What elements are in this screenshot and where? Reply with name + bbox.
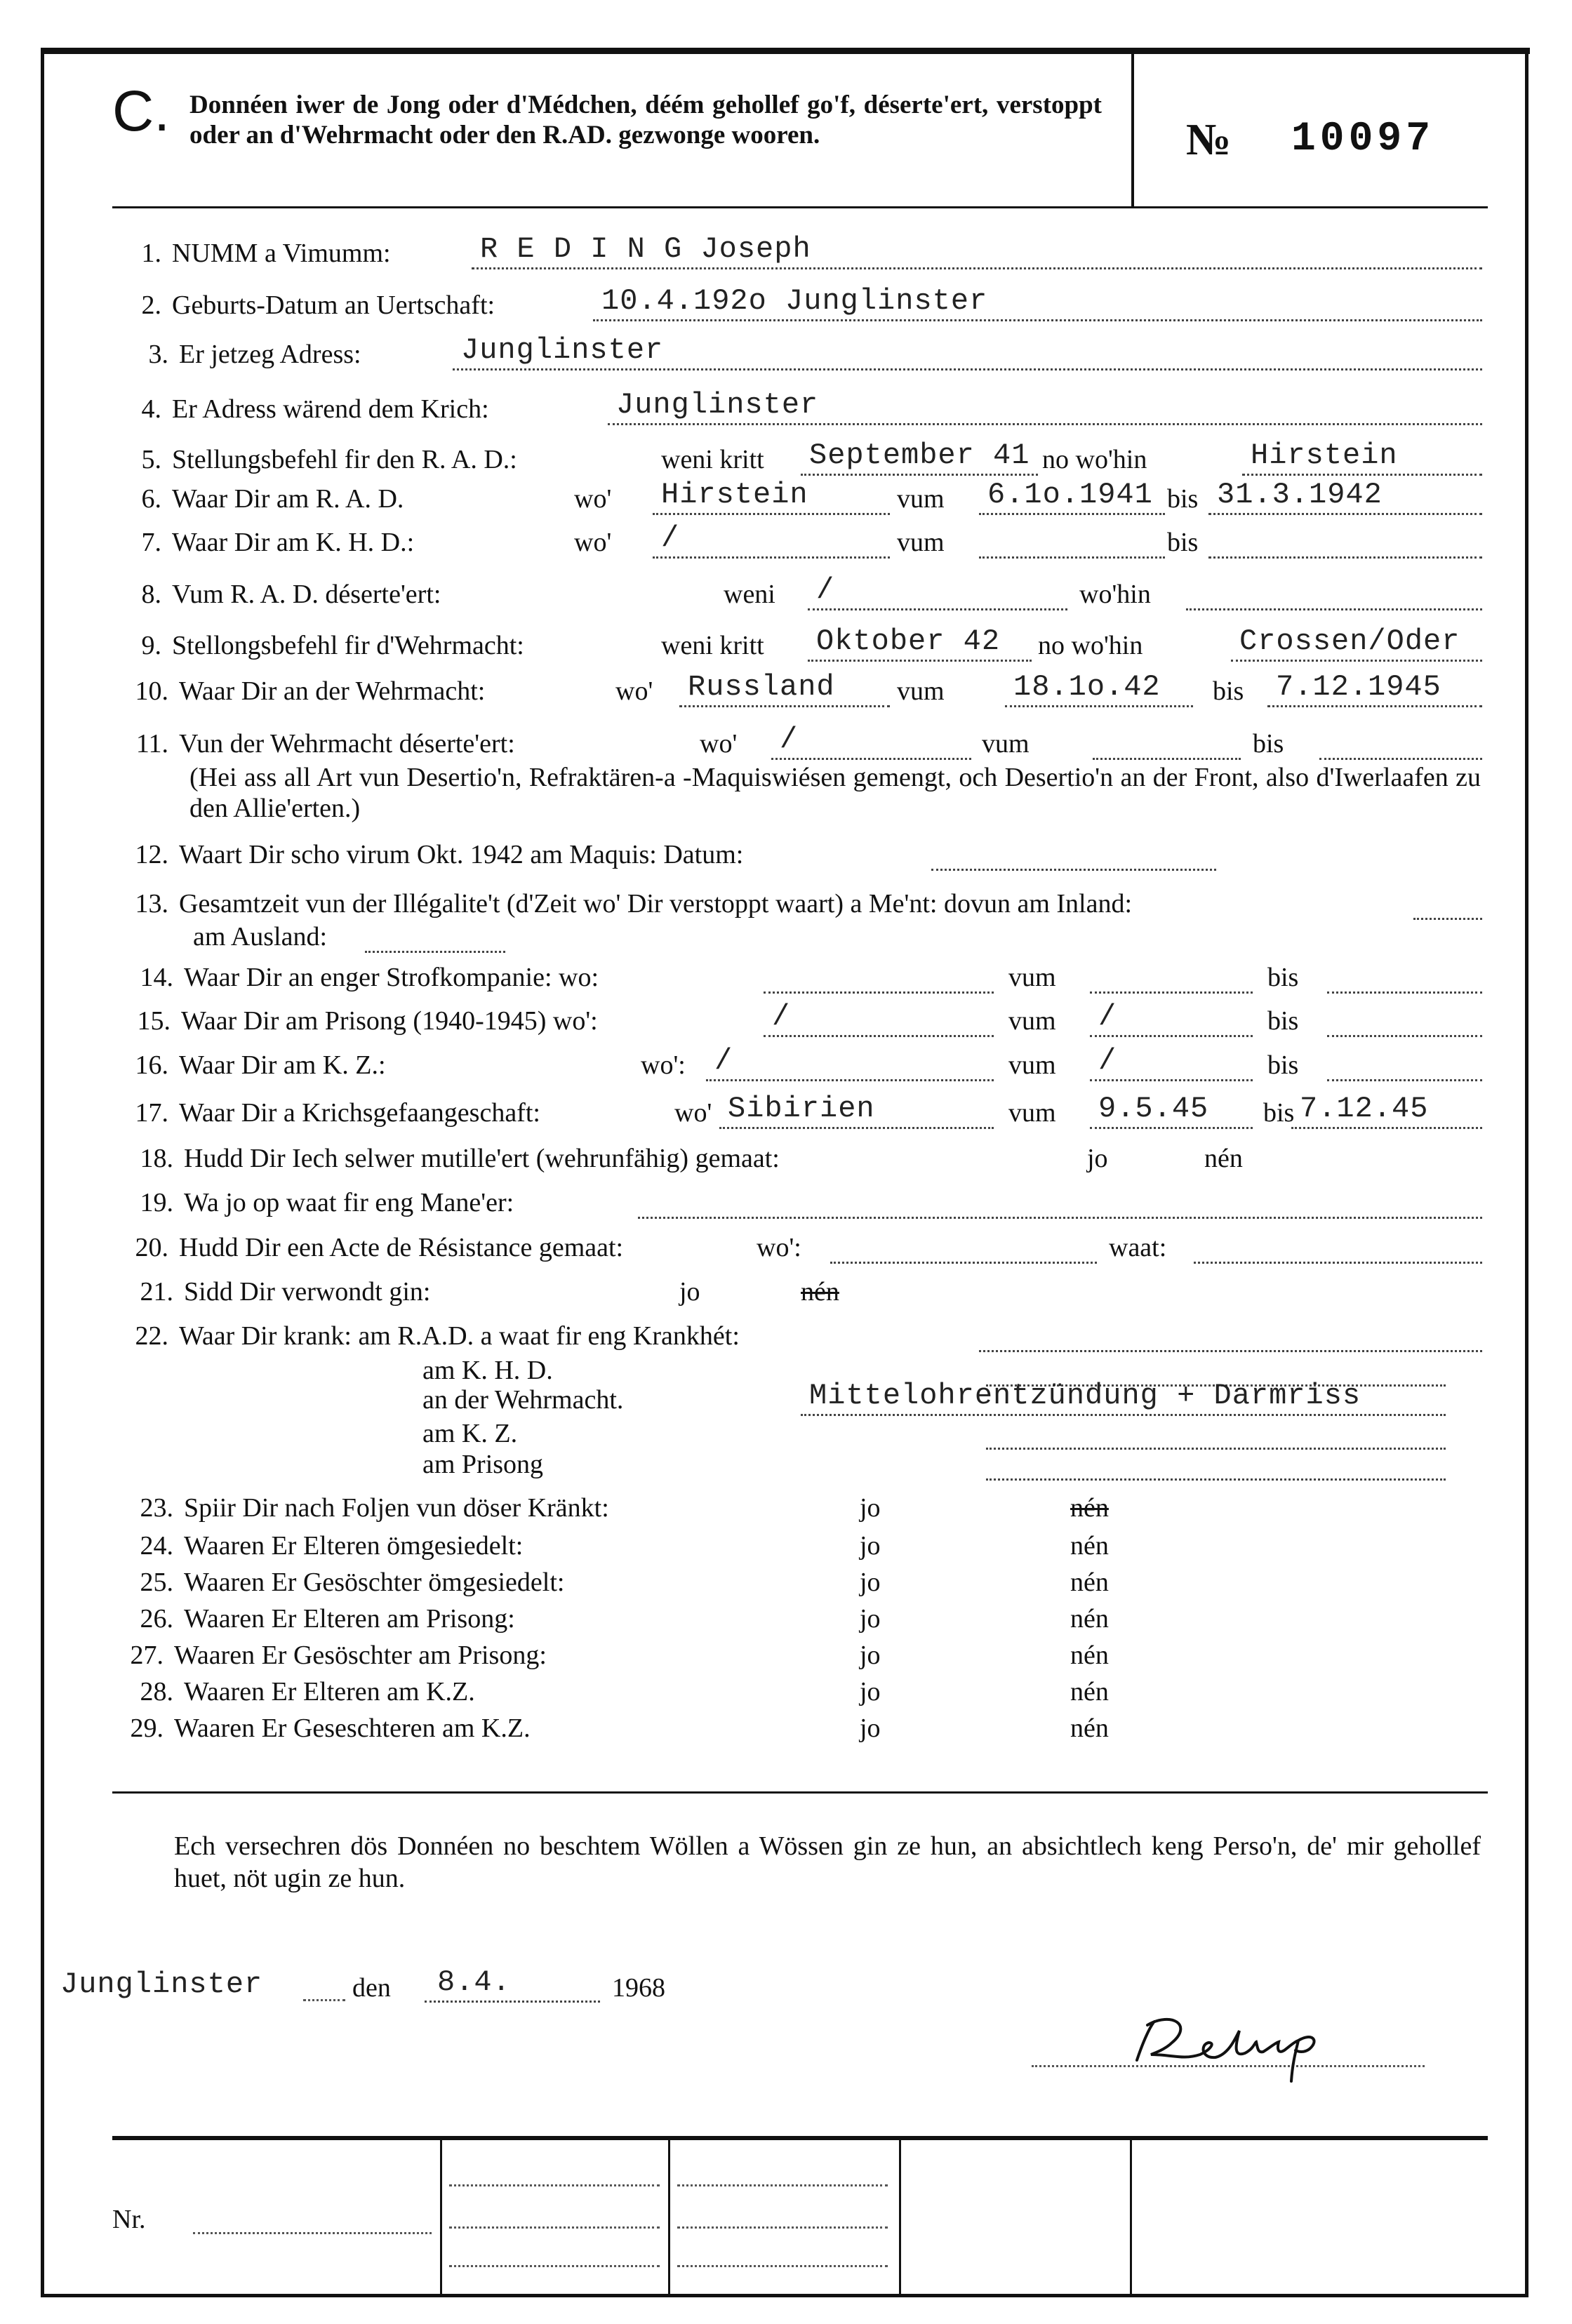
row-number: 13. [135,889,168,919]
field-value: Hirstein [1251,439,1398,472]
nr-label: Nr. [112,2205,146,2234]
field-label: wo'hin [1079,580,1151,609]
form-title: Donnéen iwer de Jong oder d'Médchen, déém gehollef go'f, déserte'ert, verstoppt oder an d'Wehrmacht oder den R.AD. gezwonge wooren. [189,91,1102,149]
footer-line [677,2263,888,2267]
date-value: 8.4. [437,1965,511,1999]
row11-note: (Hei ass all Art vun Desertio'n, Refraktären-a -Maquiswiésen gemengt, och Desertio'n an der Front, also d'Iwerlaafen zu den Allie'erten.) [189,763,1481,823]
footer-line [449,2263,660,2267]
row-number: 29. [130,1714,164,1743]
row-8-field[interactable] [1186,578,1482,610]
row-16-field[interactable] [1327,1049,1482,1081]
field-value: / [816,573,835,607]
option-yes[interactable]: jo [860,1641,881,1670]
field-label: weni kritt [661,631,764,660]
row-label: Waar Dir a Krichsgefaangeschaft: [179,1098,540,1128]
row-2-field[interactable] [593,284,1482,321]
row-number: 21. [140,1277,173,1307]
option-no[interactable]: nén [1070,1641,1109,1670]
field-label: wo' [574,528,612,557]
row-number: 4. [141,394,161,424]
row-7-field[interactable] [1208,526,1482,559]
header-divider-vertical [1131,53,1134,208]
row-22-sub-field[interactable] [801,1379,1446,1416]
row-13-field[interactable] [1413,888,1482,920]
row-number: 9. [141,631,161,660]
row-label: Waar Dir krank: am R.A.D. a waat fir eng Krankhét: [179,1321,740,1351]
row-label: Waar Dir an enger Strofkompanie: wo: [184,963,599,992]
row-number: 7. [141,528,161,557]
field-label: wo' [615,676,653,706]
row-9-field[interactable] [808,625,1032,662]
footer-line [677,2182,888,2186]
date-field[interactable] [425,1965,600,2003]
field-label: bis [1263,1098,1295,1128]
row-5-field[interactable] [801,439,1038,476]
row-label: Er Adress wärend dem Krich: [172,394,489,424]
row-label: Vum R. A. D. déserte'ert: [172,580,441,609]
row-label: Waaren Er Gesöschter am Prisong: [174,1641,547,1670]
field-label: bis [1167,528,1199,557]
row-number: 6. [141,484,161,514]
row-22-sub-field[interactable] [986,1417,1446,1450]
row-label: NUMM a Vimumm: [172,239,391,268]
row-7-field[interactable] [979,526,1165,559]
form-number: 10097 [1291,116,1435,162]
field-label: no wo'hin [1038,631,1143,660]
field-value: 18.1o.42 [1013,670,1161,704]
row-11-field[interactable] [771,723,971,760]
row-number: 22. [135,1321,168,1351]
row-label: Stellongsbefehl fir d'Wehrmacht: [172,631,524,660]
row-number: 17. [135,1098,168,1128]
option-yes[interactable]: jo [1087,1144,1108,1173]
field-value: Junglinster [616,388,819,422]
field-label: wo': [641,1050,686,1080]
row-label: Waaren Er Elteren am K.Z. [184,1677,475,1707]
place-dots [303,1997,345,2001]
header-divider [112,206,1488,208]
row-6-field[interactable] [653,478,890,515]
row-11-field[interactable] [1093,728,1241,760]
field-label: vum [1008,963,1056,992]
row-label: am K. Z. [422,1419,518,1448]
row13-abroad-label: am Ausland: [193,922,328,951]
row-9-field[interactable] [1231,625,1482,662]
footer-col-divider [668,2139,670,2297]
row-14-field[interactable] [764,961,994,994]
row-label: Waaren Er Geseschteren am K.Z. [174,1714,531,1743]
field-value: 10.4.192o Junglinster [601,284,988,318]
field-label: vum [982,729,1030,759]
row13-abroad-field[interactable] [365,921,505,953]
row-16-field[interactable] [706,1044,994,1081]
row-number: 19. [140,1188,173,1217]
row-number: 26. [140,1604,173,1634]
field-label: bis [1167,484,1199,514]
row-17-field[interactable] [1291,1092,1482,1129]
row-number: 3. [148,340,168,369]
footer-col-divider [899,2139,901,2297]
row-number: 27. [130,1641,164,1670]
row-10-field[interactable] [1267,670,1482,707]
row-number: 11. [135,729,168,759]
field-label: vum [1008,1050,1056,1080]
field-value: Crossen/Oder [1239,625,1460,658]
row-label: Waar Dir am K. H. D.: [172,528,415,557]
row-label: Waar Dir am K. Z.: [179,1050,386,1080]
field-label: wo': [757,1233,801,1262]
section-letter: C. [112,79,170,143]
row-1-field[interactable] [472,232,1482,269]
row-10-field[interactable] [1005,670,1193,707]
field-value: Russland [688,670,835,704]
row-label: Geburts-Datum an Uertschaft: [172,290,495,320]
footer-line [449,2182,660,2186]
place-field[interactable] [60,1970,341,2003]
number-sign: № [1186,114,1232,164]
option-yes[interactable]: jo [860,1714,881,1743]
row-number: 28. [140,1677,173,1707]
row-label: Er jetzeg Adress: [179,340,361,369]
row-17-field[interactable] [719,1092,994,1129]
option-yes[interactable]: jo [860,1531,881,1561]
row-11-field[interactable] [1319,728,1482,760]
row-20-field[interactable] [1194,1231,1482,1264]
field-label: weni kritt [661,445,764,474]
row-number: 24. [140,1531,173,1561]
row-22-sub-field[interactable] [986,1448,1446,1481]
field-value: 31.3.1942 [1217,478,1383,512]
field-label: waat: [1109,1233,1167,1262]
option-no[interactable]: nén [1070,1531,1109,1561]
field-value: 9.5.45 [1098,1092,1209,1126]
field-value: 7.12.1945 [1276,670,1441,704]
row-14-field[interactable] [1090,961,1253,994]
option-no[interactable]: nén [1070,1493,1109,1523]
row-7-field[interactable] [653,521,890,559]
field-label: bis [1213,676,1244,706]
field-value: 7.12.45 [1300,1092,1429,1126]
row-label: Waart Dir scho virum Okt. 1942 am Maquis: Datum: [179,840,744,869]
option-no[interactable]: nén [1070,1604,1109,1634]
declaration-text: Ech versechren dös Donnéen no beschtem Wöllen a Wössen gin ze hun, an absichtlech keng Perso'n, de' mir gehollef huet, nöt ugin ze hun. [174,1831,1481,1893]
option-no[interactable]: nén [1070,1677,1109,1707]
row-label: Hudd Dir Iech selwer mutille'ert (wehrunfähig) gemaat: [184,1144,780,1173]
field-value: Sibirien [728,1092,875,1126]
field-value: 6.1o.1941 [987,478,1153,512]
row-20-field[interactable] [830,1231,1097,1264]
row-label: Hudd Dir een Acte de Résistance gemaat: [179,1233,624,1262]
row-14-field[interactable] [1327,961,1482,994]
option-no[interactable]: nén [801,1277,839,1307]
option-yes[interactable]: jo [860,1568,881,1597]
field-value: / [661,521,680,555]
field-label: bis [1267,1050,1299,1080]
row-label: Spiir Dir nach Foljen vun döser Kränkt: [184,1493,609,1523]
field-label: bis [1253,729,1284,759]
row-label: Vun der Wehrmacht déserte'ert: [179,729,515,759]
row-label: Waar Dir an der Wehrmacht: [179,676,486,706]
row-8-field[interactable] [808,573,1067,610]
year-label: 1968 [612,1973,665,2003]
den-label: den [352,1973,391,2003]
row-6-field[interactable] [1208,478,1482,515]
row-19-field[interactable] [638,1187,1482,1219]
row-label: Waaren Er Elteren am Prisong: [184,1604,515,1634]
row-number: 8. [141,580,161,609]
field-label: bis [1267,1006,1299,1036]
row-number: 18. [140,1144,173,1173]
option-yes[interactable]: jo [679,1277,700,1307]
field-value: / [1098,1044,1117,1078]
row-10-field[interactable] [679,670,890,707]
row-label: Wa jo op waat fir eng Mane'er: [184,1188,514,1217]
field-label: vum [897,528,945,557]
place-value: Junglinster [60,1968,263,2001]
row-17-field[interactable] [1090,1092,1253,1129]
row-label: Waar Dir am Prisong (1940-1945) wo': [181,1006,598,1036]
field-value: September 41 [809,439,1030,472]
field-value: / [772,1000,791,1034]
row-number: 16. [135,1050,168,1080]
row-label: am K. H. D. [422,1356,553,1385]
row-number: 1. [141,239,161,268]
field-label: wo' [700,729,738,759]
field-label: vum [1008,1098,1056,1128]
row-number: 25. [140,1568,173,1597]
field-value: R E D I N G Joseph [480,232,811,266]
row-5-field[interactable] [1242,439,1482,476]
footer-line [677,2224,888,2229]
row-15-field[interactable] [1090,1000,1253,1037]
option-no[interactable]: nén [1204,1144,1243,1173]
field-label: wo' [574,484,612,514]
option-yes[interactable]: jo [860,1677,881,1707]
row-label: Waaren Er Elteren ömgesiedelt: [184,1531,524,1561]
field-label: vum [897,484,945,514]
row-22-field[interactable] [979,1320,1482,1352]
option-yes[interactable]: jo [860,1604,881,1634]
option-no[interactable]: nén [1070,1568,1109,1597]
field-label: vum [897,676,945,706]
row-number: 2. [141,290,161,320]
footer-line [449,2224,660,2229]
row-12-field[interactable] [931,839,1216,871]
row-number: 15. [137,1006,171,1036]
row-15-field[interactable] [764,1000,994,1037]
field-value: / [714,1044,733,1078]
row-6-field[interactable] [979,478,1165,515]
row-number: 14. [140,963,173,992]
option-yes[interactable]: jo [860,1493,881,1523]
row-label: an der Wehrmacht. [422,1385,624,1415]
field-value: Hirstein [661,478,808,512]
field-value: Junglinster [461,333,664,367]
footer-col-divider [1130,2139,1132,2297]
row-number: 23. [140,1493,173,1523]
row-label: Gesamtzeit vun der Illégalite't (d'Zeit wo' Dir verstoppt waart) a Me'nt: dovun am Inland: [179,889,1133,919]
row-label: am Prisong [422,1450,544,1479]
field-label: no wo'hin [1042,445,1147,474]
row-15-field[interactable] [1327,1005,1482,1037]
field-label: vum [1008,1006,1056,1036]
row-label: Sidd Dir verwondt gin: [184,1277,431,1307]
footer-col-divider [440,2139,442,2297]
row-number: 5. [141,445,161,474]
row-label: Waaren Er Gesöschter ömgesiedelt: [184,1568,565,1597]
nr-field[interactable] [193,2230,432,2234]
row-label: Stellungsbefehl fir den R. A. D.: [172,445,517,474]
section-divider [112,1791,1488,1794]
row-label: Waar Dir am R. A. D. [172,484,404,514]
field-value: Oktober 42 [816,625,1001,658]
option-no[interactable]: nén [1070,1714,1109,1743]
field-value: / [780,723,799,756]
field-value: / [1098,1000,1117,1034]
signature-image [1032,2011,1361,2088]
row-4-field[interactable] [608,388,1482,425]
row-3-field[interactable] [453,333,1482,370]
field-label: bis [1267,963,1299,992]
field-value: Mittelohrentzündung + Darmriss [809,1379,1361,1413]
footer-divider [112,2136,1488,2140]
field-label: weni [724,580,775,609]
field-label: wo' [674,1098,712,1128]
row-16-field[interactable] [1090,1044,1253,1081]
row-number: 10. [135,676,168,706]
row-number: 20. [135,1233,168,1262]
row-number: 12. [135,840,168,869]
